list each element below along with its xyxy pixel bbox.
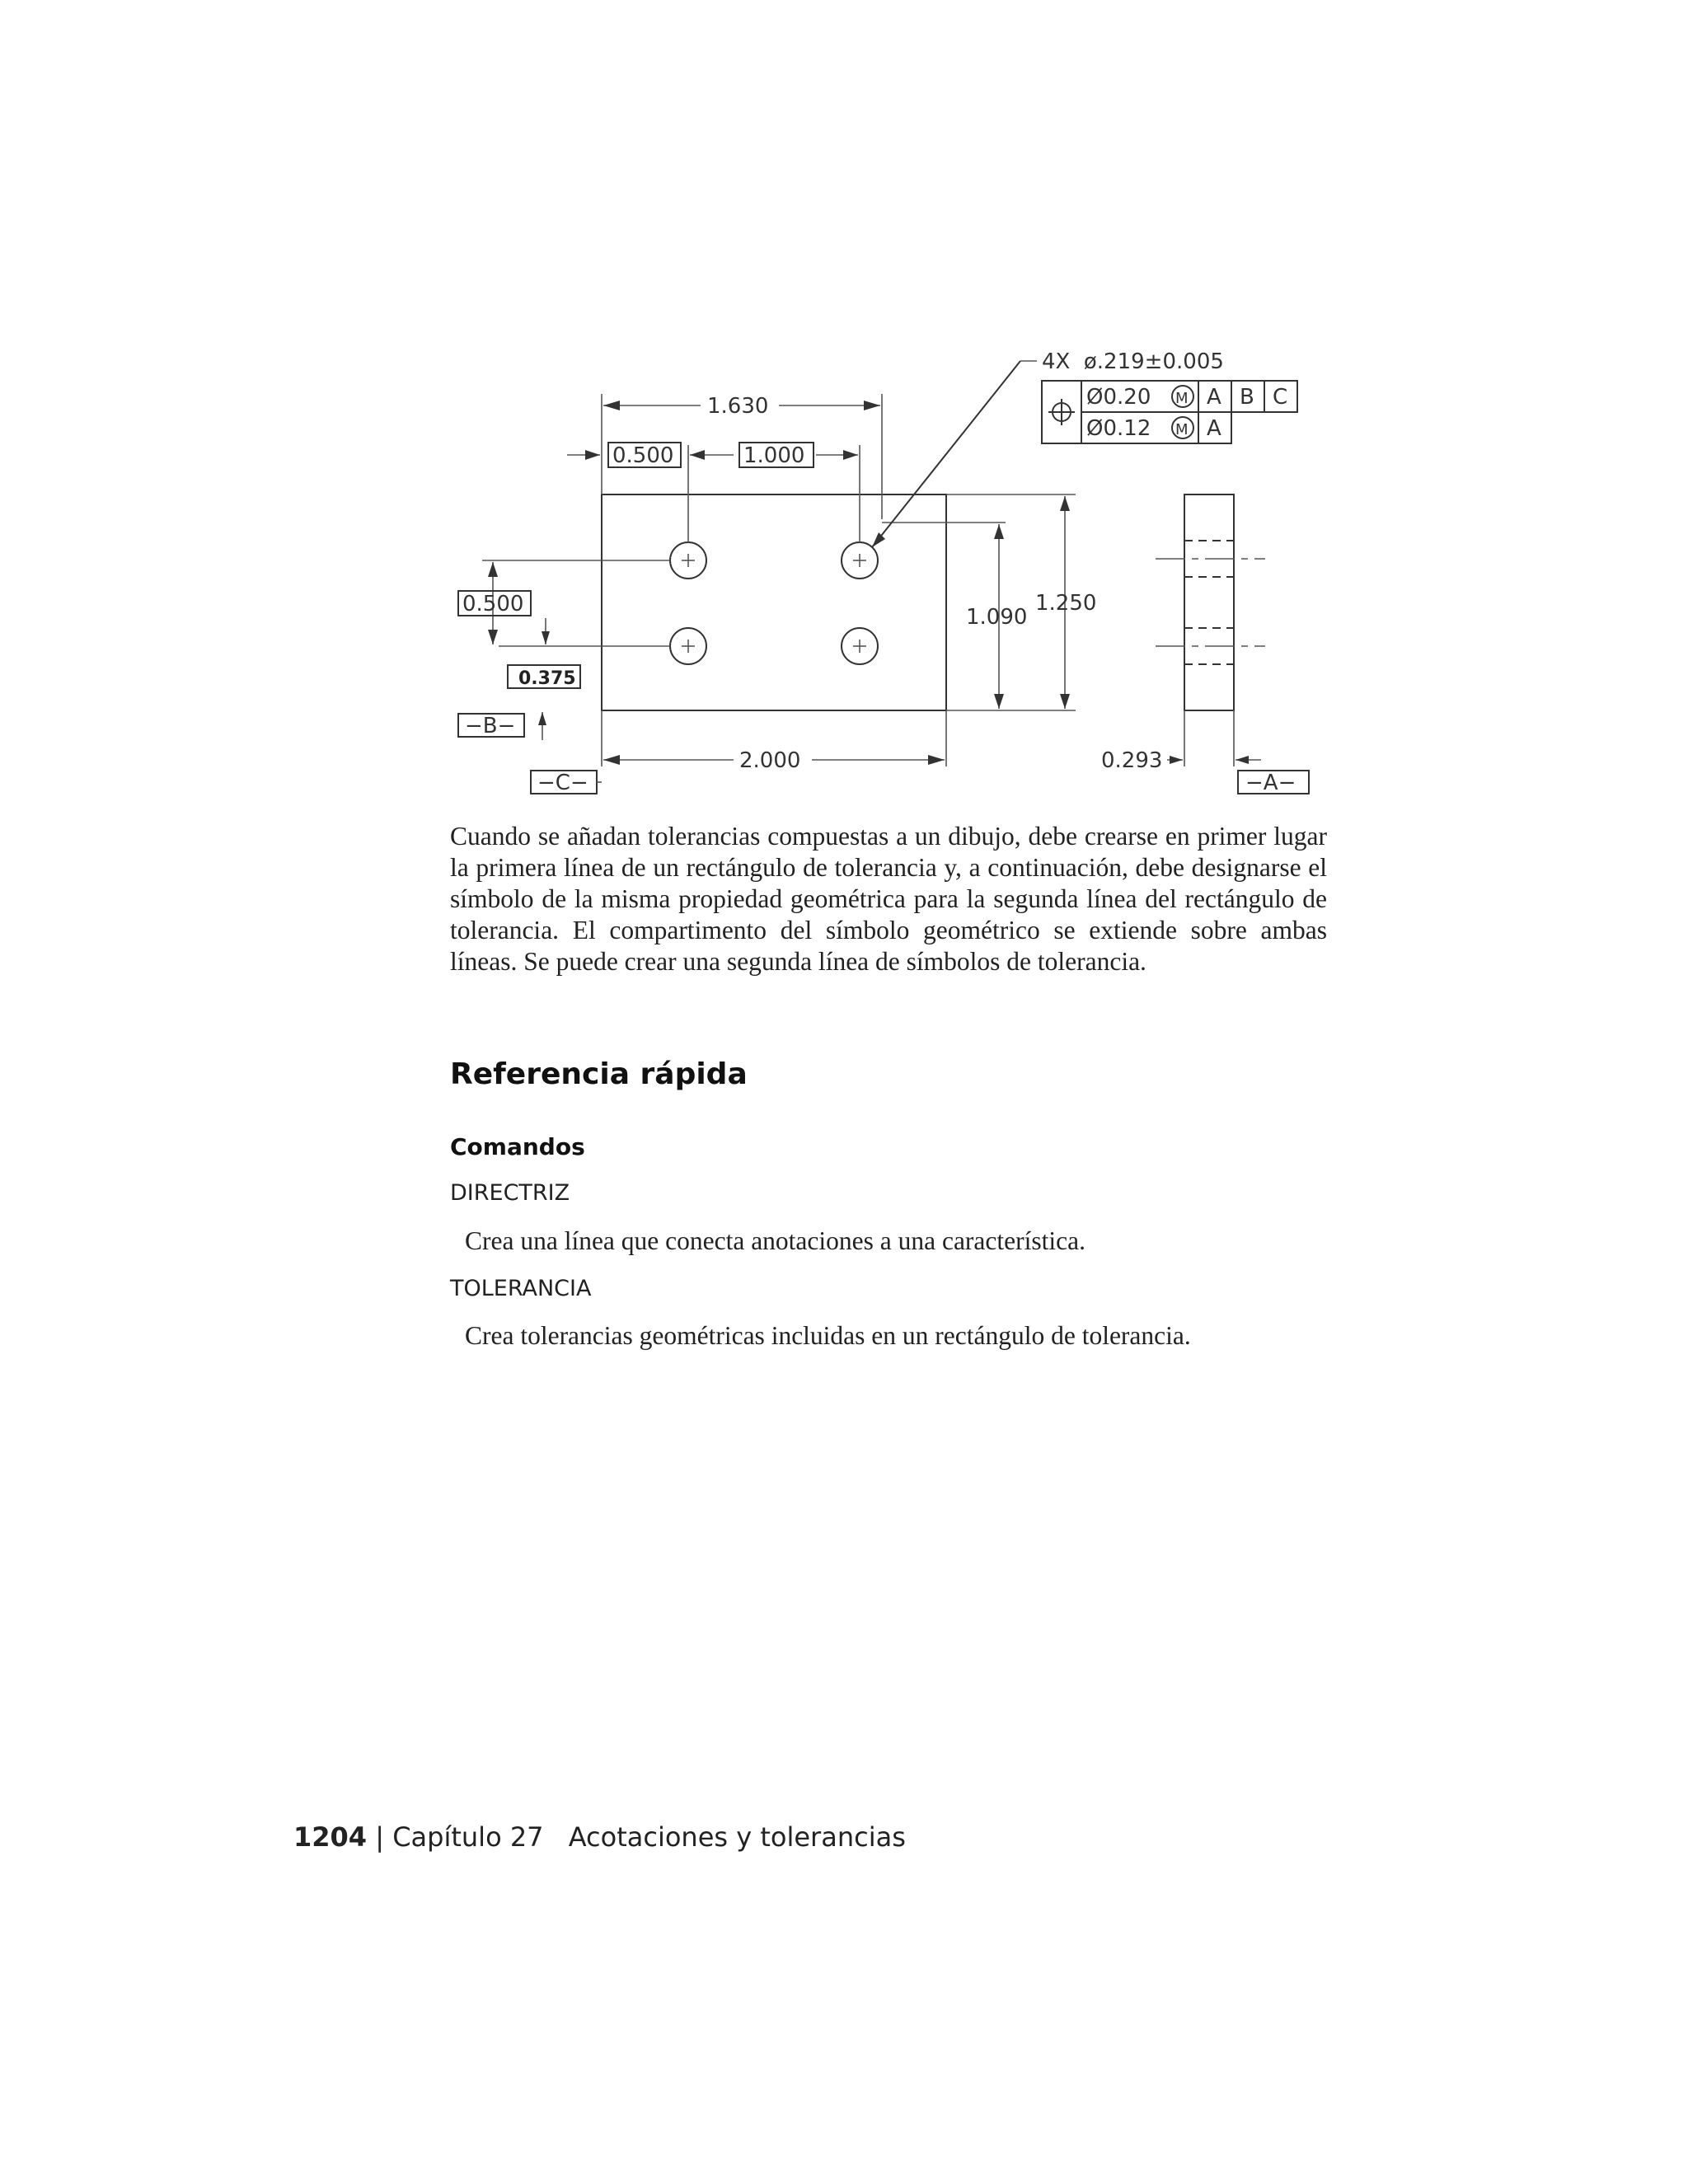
technical-drawing bbox=[445, 338, 1335, 816]
body-paragraph: Cuando se añadan tolerancias compuestas a un dibujo, debe crearse en primer lugar la primera línea de un rectángulo de tolerancia y, a continuación, debe designarse el símbolo de la misma propiedad geométrica para la segunda línea del rectángulo de tolerancia. El compartimento del símbolo geométrico se extiende sobre ambas líneas. Se puede crear una segunda línea de símbolos de tolerancia. bbox=[450, 822, 1327, 976]
command-directriz[interactable]: DIRECTRIZ bbox=[450, 1180, 570, 1206]
dim-0375: 0.375 bbox=[518, 668, 576, 689]
fcf-row1-datum-2: B bbox=[1240, 385, 1254, 410]
subsection-heading: Comandos bbox=[450, 1133, 585, 1160]
fcf-row2-datum-1: A bbox=[1207, 416, 1221, 441]
hole bbox=[842, 628, 878, 664]
dim-1090: 1.090 bbox=[966, 605, 1028, 630]
dim-1630: 1.630 bbox=[707, 394, 769, 419]
hole bbox=[842, 542, 878, 579]
hole bbox=[670, 542, 706, 579]
datum-a: −A− bbox=[1245, 771, 1296, 795]
side-view-outline bbox=[1184, 494, 1234, 710]
command-tolerancia-desc: Crea tolerancias geométricas incluidas en un rectángulo de tolerancia. bbox=[465, 1321, 1191, 1350]
page-number: 1204 bbox=[293, 1821, 368, 1853]
datum-c: −C− bbox=[537, 771, 588, 795]
fcf-row1-modifier: M bbox=[1175, 390, 1189, 407]
section-heading: Referencia rápida bbox=[450, 1057, 748, 1091]
plate-outline bbox=[602, 494, 946, 710]
chapter-title: Acotaciones y tolerancias bbox=[568, 1821, 906, 1853]
drawing-svg bbox=[445, 338, 1335, 816]
chapter-label: Capítulo 27 bbox=[392, 1821, 544, 1853]
page-footer bbox=[293, 1821, 906, 1853]
feature-control-frame bbox=[1042, 381, 1297, 443]
fcf-row1-datum-1: A bbox=[1207, 385, 1221, 410]
fcf-row1-datum-3: C bbox=[1273, 385, 1288, 410]
dim-1250: 1.250 bbox=[1035, 591, 1097, 616]
dim-0293: 0.293 bbox=[1101, 748, 1163, 773]
dim-2000: 2.000 bbox=[739, 748, 801, 773]
fcf-row2-modifier: M bbox=[1175, 421, 1189, 438]
command-directriz-desc: Crea una línea que conecta anotaciones a una característica. bbox=[465, 1226, 1085, 1255]
dim-0500-top: 0.500 bbox=[612, 443, 674, 468]
fcf-row1-tolerance: Ø0.20 bbox=[1086, 385, 1151, 410]
datum-b: −B− bbox=[465, 714, 516, 738]
hole bbox=[670, 628, 706, 664]
dim-1000: 1.000 bbox=[743, 443, 805, 468]
footer-separator: | bbox=[375, 1821, 385, 1853]
hole-callout: 4X ø.219±0.005 bbox=[1042, 349, 1224, 374]
fcf-row2-tolerance: Ø0.12 bbox=[1086, 416, 1151, 441]
command-tolerancia[interactable]: TOLERANCIA bbox=[450, 1276, 592, 1301]
dim-0500-left: 0.500 bbox=[462, 592, 524, 616]
position-symbol-icon bbox=[1048, 399, 1075, 425]
